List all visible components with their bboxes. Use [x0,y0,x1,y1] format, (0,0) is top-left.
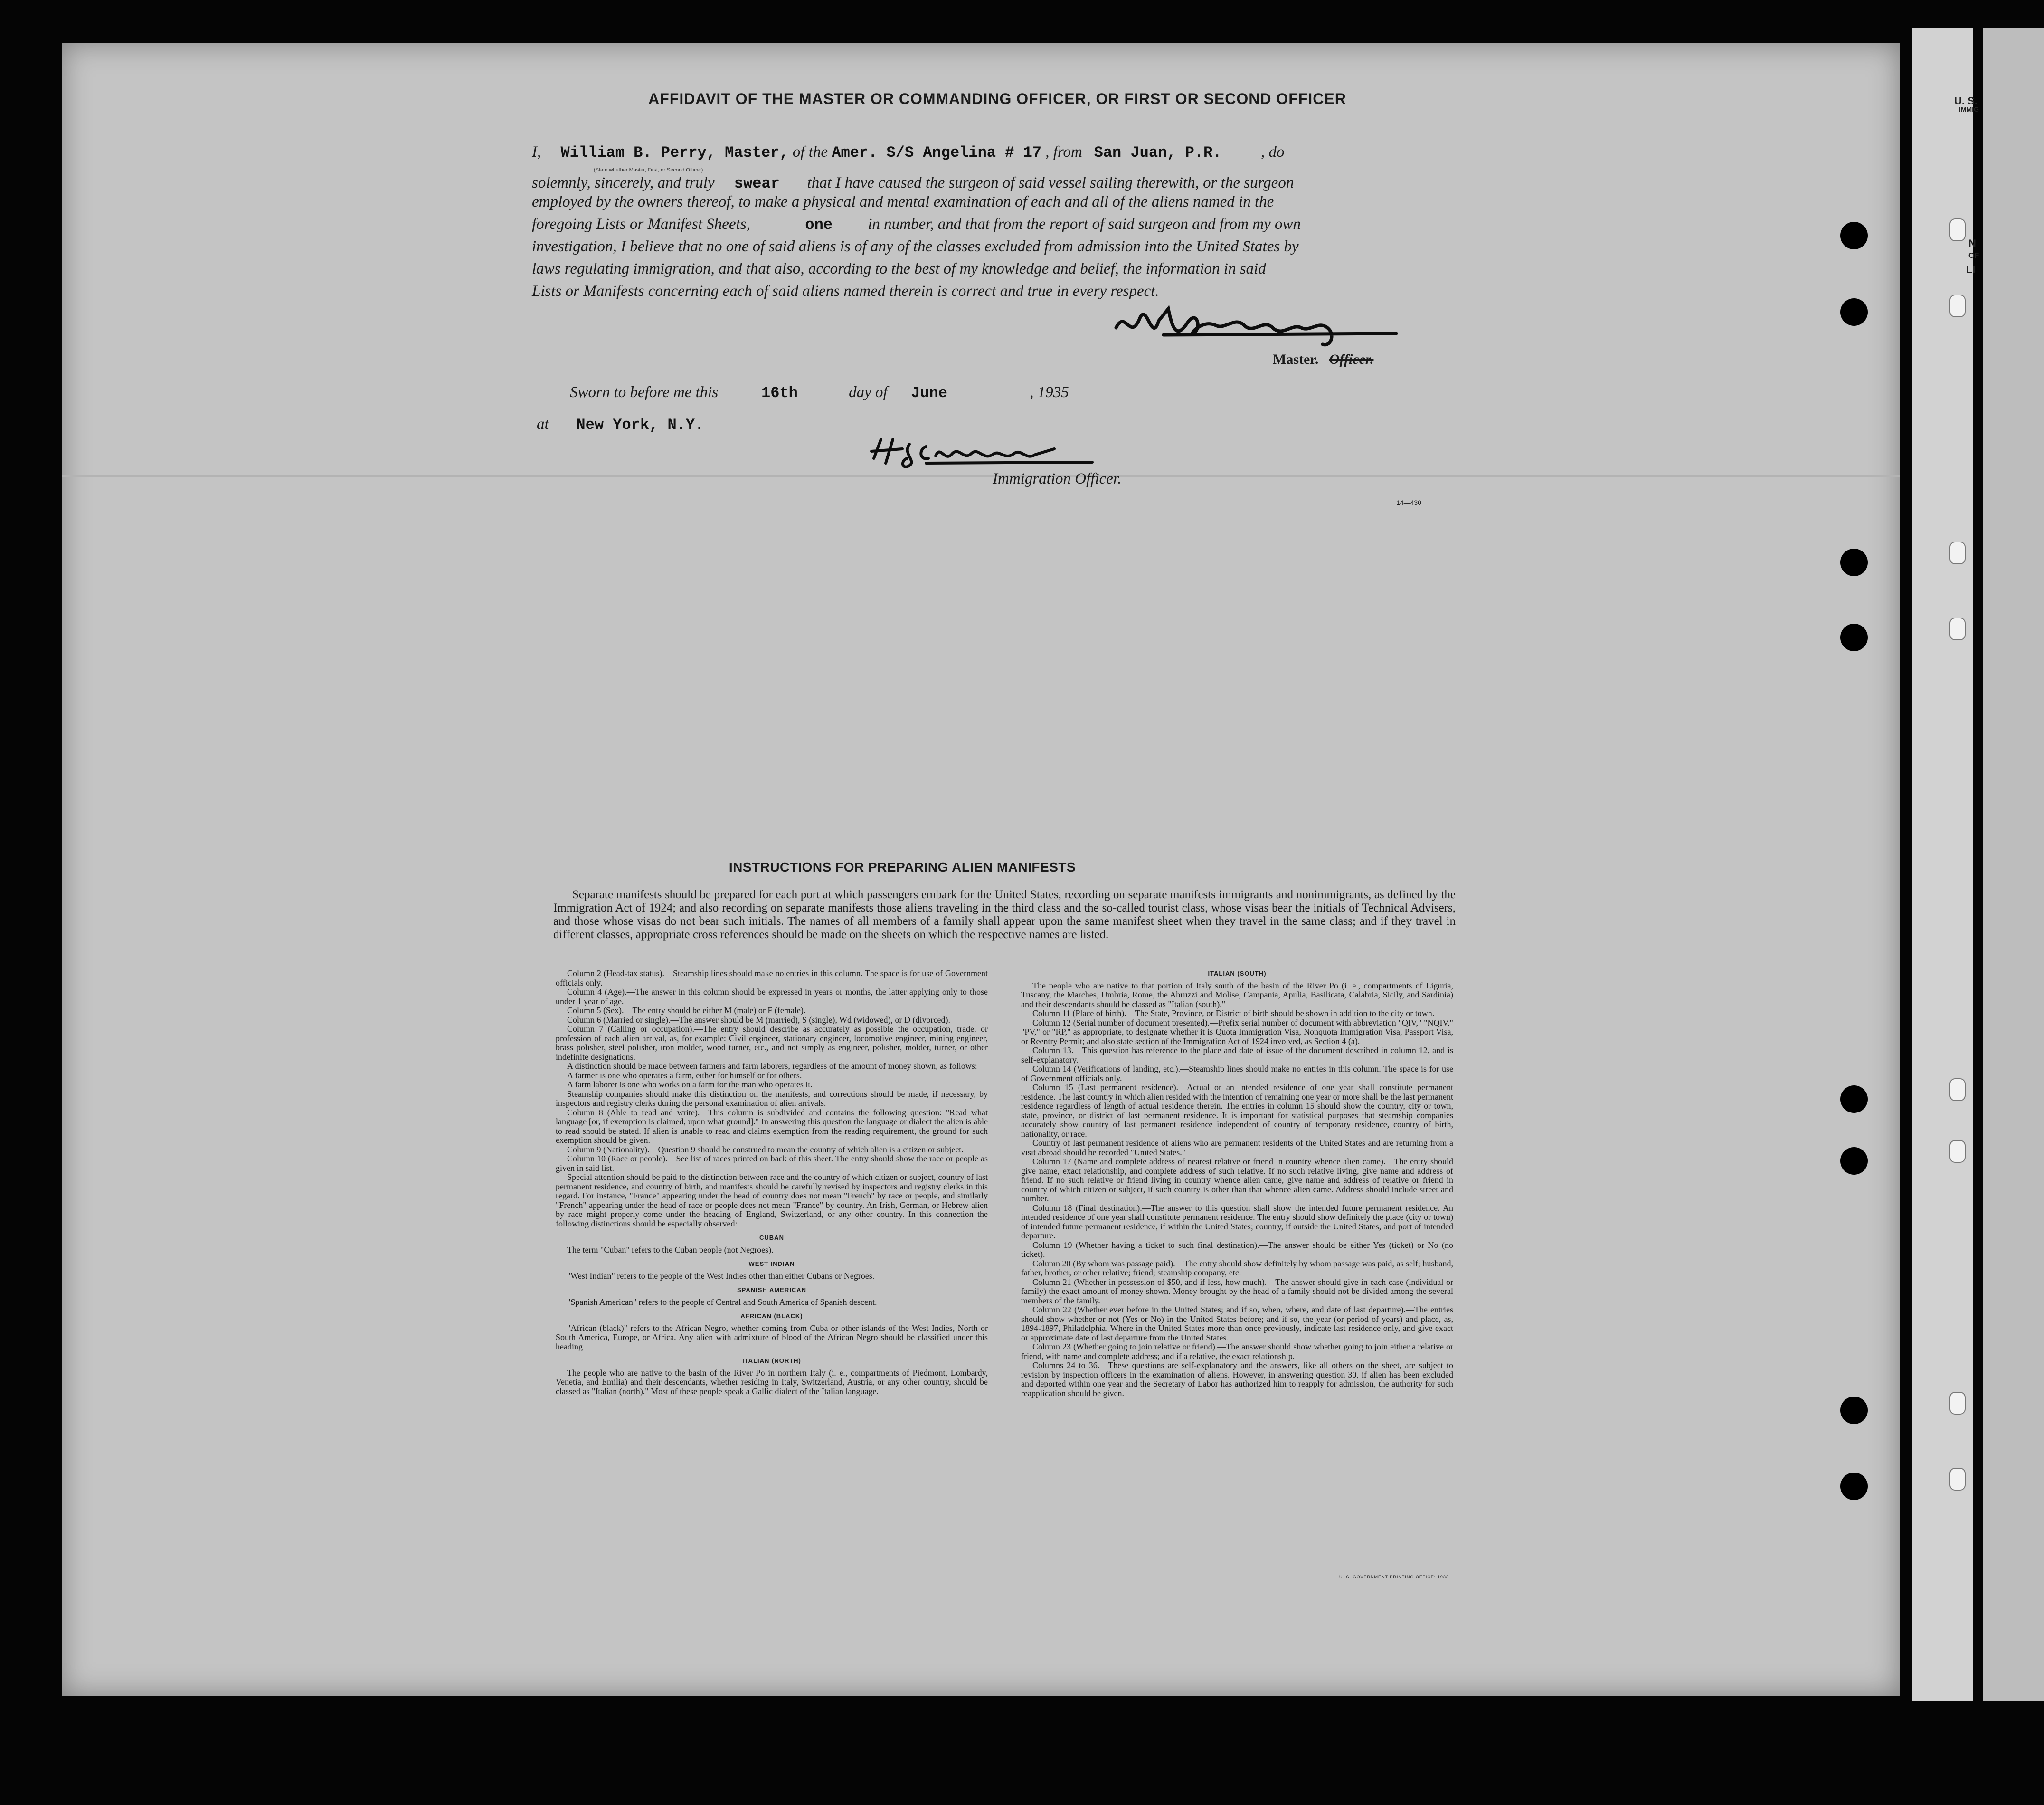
section-heading: ITALIAN (NORTH) [742,1357,801,1364]
sworn-place: New York, N.Y. [576,416,704,434]
punch-hole [1840,549,1868,576]
sheet-count: one [805,216,833,234]
paragraph: Column 22 (Whether ever before in the United States; and if so, when, where, and date of last departure).—The entries should show whether or not (Yes or No) in the United States before; and if so, the year (or period of years) and place, as, 1894-1897, Philadelphia. Where in the United States more than once previously, indicate last residence only, and give exact or approximate date of last departure from the United States. [1021,1305,1453,1342]
paragraph: Column 10 (Race or people).—See list of races printed on back of this sheet. The entry should show the race or people as given in said list. [556,1154,988,1173]
text: Sworn to before me this [570,384,719,401]
master-signature [1107,299,1410,352]
sworn-place-line [537,416,704,434]
immigration-officer-label: Immigration Officer. [993,470,1122,487]
paragraph: Column 15 (Last permanent residence).—Actual or an intended residence of one year shall constitute permanent residence. The last country in which alien resided with the intention of remaining one year or more shall be the last permanent residence regardless of length of actual residence therein. The entries in column 15 should show the country, city or town, state, province, or district of last permanent residence. It is important for statistical purposes that steamship companies accurately show country of last permanent residence independent of country of temporary residence, country of birth, nationality, or race. [1021,1083,1453,1139]
paragraph: The people who are native to the basin of the River Po in northern Italy (i. e., compartments of Piedmont, Lombardy, Venetia, and Emilia) and their descendants, whether residing in Italy, Switzerland, Austria, or any other country, should be classed as "Italian (north)." Most of these people speak a Gallic dialect of the Italian language. [556,1368,988,1396]
paragraph: Column 13.—This question has reference to the place and date of issue of the document described in column 12, and is self-explanatory. [1021,1045,1453,1064]
adjacent-page-edge [1912,28,1973,1700]
paragraph: Country of last permanent residence of aliens who are permanent residents of the United States and are returning from a visit abroad should be recorded "United States." [1021,1138,1453,1157]
sworn-year: , 1935 [1030,384,1069,401]
punch-hole [1840,222,1868,249]
binder-tab [1949,294,1966,317]
paragraph: Column 11 (Place of birth).—The State, Province, or District of birth should be shown in addition to the city or town. [1032,1008,1435,1018]
paragraph: A distinction should be made between farmers and farm laborers, regardless of the amount of money shown, as follows: [567,1061,977,1071]
edge-text-us: U. S. [1954,95,1978,107]
punch-hole [1840,1147,1868,1175]
paragraph: Column 19 (Whether having a ticket to such final destination).—The answer should be either Yes (ticket) or No (no ticket). [1021,1240,1453,1259]
edge-text-immig: IMMIG [1959,105,1979,113]
punch-hole [1840,624,1868,651]
paragraph: Columns 24 to 36.—These questions are self-explanatory and the answers, like all others on the sheet, are subject to revision by inspection officers in the examination of aliens. However, in answering question 30, if alien has been excluded and deported within one year and the Secretary of Labor has authorized him to reapply for admission, the authority for such reapplication should be given. [1021,1360,1453,1398]
paragraph: Column 17 (Name and complete address of nearest relative or friend in country whence alien came).—The entry should give name, exact relationship, and complete address of such relative. If no such relative living, give name and address of friend. If no such relative or friend living in country whence alien came, give name and address of relative or friend in country of which citizen or subject, if such country is other than that whence alien came. Address should include street and number. [1021,1157,1453,1203]
text: , from [1045,143,1082,161]
oath-type: swear [734,175,780,192]
master-label: Master. [1273,352,1319,367]
edge-text-n: N [1968,238,1976,249]
punch-hole [1840,298,1868,326]
paragraph: Column 21 (Whether in possession of $50, and if less, how much).—The answer should give in each case (individual or family) the exact amount of money shown. Money brought by the head of a family should not be divided among the several members of the family. [1021,1277,1453,1305]
paragraph: The people who are native to that portion of Italy south of the basin of the River Po (i. e., compartments of Liguria, Tuscany, the Marches, Umbria, Rome, the Abruzzi and Molise, Campania, Apulia, Basilicata, Calabria, Sicily, and Sardinia) and their descendants should be classed as "Italian (south)." [1021,980,1453,1009]
paragraph: A farmer is one who operates a farm, either for himself or for others. [567,1070,802,1080]
binder-tab [1949,1078,1966,1101]
section-heading: ITALIAN (SOUTH) [1208,970,1267,977]
instructions-left-column [556,969,988,1396]
paragraph: Column 23 (Whether going to join relative or friend).—The answer should show whether going to join either a relative or friend, with name and complete address; and if a relative, the exact relationship. [1021,1342,1453,1361]
printing-office-imprint: U. S. GOVERNMENT PRINTING OFFICE: 1933 [1339,1575,1449,1579]
paragraph: The term "Cuban" refers to the Cuban people (not Negroes). [567,1244,774,1254]
text: that I have caused the surgeon of said vessel sailing therewith, or the surgeon [807,174,1294,191]
master-name: William B. Perry, Master, [560,144,789,162]
paragraph: A farm laborer is one who works on a farm for the man who operates it. [567,1080,813,1089]
paragraph: Special attention should be paid to the distinction between race and the country of which citizen or subject, country of last permanent residence, and country of birth, and manifests should be carefully revised by inspectors and registry clerks in this regard. For instance, "France" appearing under the head of country does not mean "French" by race or people, and similarly "French" appearing under the head of race or people does not mean "France" by country. An Irish, German, or Hebrew alien by race might properly come under the heading of England, Switzerland, or any other country. In this connection the following distinctions should be especially observed: [556,1172,988,1228]
paragraph: Column 12 (Serial number of document presented).—Prefix serial number of document with abbreviation "QIV," "NQIV," "PV," or "RP," as appropriate, to designate whether it is Quota Immigration Visa, Nonquota Immigration Visa, Passport Visa, or Reentry Permit; and also state section of the Immigration Act of 1924 involved, as Section 4 (a). [1021,1017,1453,1046]
edge-text-li: LI [1966,264,1976,276]
text: , do [1260,143,1285,161]
departure-port: San Juan, P.R. [1094,144,1222,162]
binder-tab [1949,618,1966,640]
affidavit-line-3: employed by the owners thereof, to make a physical and mental examination of each and all of the aliens named in the [532,193,1274,210]
fold-line [62,475,1900,477]
affidavit-line-4 [532,212,1444,237]
master-signature-label [1273,352,1373,368]
affidavit-line-7: Lists or Manifests concerning each of said aliens named therein is correct and true in every respect. [532,283,1159,300]
paragraph: Column 9 (Nationality).—Question 9 should be construed to mean the country of which alien is a citizen or subject. [567,1144,964,1154]
affidavit-line-1 [532,140,1444,165]
binder-tab [1949,542,1966,564]
officer-rank-note: (State whether Master, First, or Second Officer) [594,167,703,173]
paragraph: Column 6 (Married or single).—The answer should be M (married), S (single), Wd (widowed), or D (divorced). [567,1015,950,1025]
binder-tab [1949,218,1966,241]
text: I, [532,143,541,161]
affidavit-line-5: investigation, I believe that no one of said aliens is of any of the classes excluded from admission into the United States by [532,238,1299,255]
form-number: 14—430 [1396,499,1421,506]
binder-tab [1949,1468,1966,1491]
section-heading: CUBAN [759,1234,784,1241]
paragraph: Column 14 (Verifications of landing, etc.).—Steamship lines should make no entries in this column. The space is for use of Government officials only. [1021,1064,1453,1083]
text: at [537,416,549,433]
edge-text-of: OF [1968,252,1979,260]
paragraph: Steamship companies should make this distinction on the manifests, and corrections should be made, if necessary, by inspectors and registry clerks during the personal examination of alien arrivals. [556,1089,988,1108]
instructions-title: INSTRUCTIONS FOR PREPARING ALIEN MANIFESTS [729,860,1076,874]
text: day of [849,384,888,401]
paragraph: Column 18 (Final destination).—The answer to this question shall show the intended future permanent residence. An intended residence of one year shall constitute permanent residence. The entry should show definitely the place (city or town) of intended future permanent residence, if within the United States; country, if outside the United States, and port of intended departure. [1021,1203,1453,1240]
paragraph: Column 20 (By whom was passage paid).—The entry should show definitely by whom passage was paid, as self; husband, father, brother, or other relative; friend; steamship company, etc. [1021,1258,1453,1277]
instructions-right-column [1021,964,1453,1398]
sworn-day: 16th [761,384,798,402]
punch-hole [1840,1085,1868,1113]
punch-hole [1840,1396,1868,1424]
paragraph: Column 8 (Able to read and write).—This column is subdivided and contains the following question: "Read what language [or, if exemption is claimed, upon what ground]." In answering this question the language or dialect the alien is able to read should be stated. If alien is unable to read and claims exemption from the reading requirement, the ground for such exemption should be given. [556,1107,988,1145]
section-heading: AFRICAN (BLACK) [740,1312,803,1320]
paragraph: "West Indian" refers to the people of the West Indies other than either Cubans or Negroes. [567,1271,875,1281]
text: foregoing Lists or Manifest Sheets, [532,216,750,233]
adjacent-page-edge-2 [1983,28,2044,1700]
text: of the [792,143,828,161]
text: in number, and that from the report of said surgeon and from my own [868,216,1301,233]
paragraph: Column 5 (Sex).—The entry should be either M (male) or F (female). [567,1006,806,1015]
section-heading: WEST INDIAN [748,1260,795,1267]
paragraph: Column 7 (Calling or occupation).—The entry should describe as accurately as possible the occupation, trade, or profession of each alien arrival, as, for example: Civil engineer, stationary engineer, locomotive engineer, mining engineer, brass polisher, steel polisher, iron molder, wood turner, etc., and not simply as engineer, polisher, molder, turner, or other indefinite designations. [556,1024,988,1062]
affidavit-line-6: laws regulating immigration, and that also, according to the best of my knowledge and belief, the information in said [532,260,1266,277]
text: solemnly, sincerely, and truly [532,174,715,191]
paragraph: Column 4 (Age).—The answer in this column should be expressed in years or months, the latter applying only to those under 1 year of age. [556,987,988,1006]
affidavit-title: AFFIDAVIT OF THE MASTER OR COMMANDING OFFICER, OR FIRST OR SECOND OFFICER [648,90,1346,107]
sworn-month: June [911,384,947,402]
paragraph: "Spanish American" refers to the people of Central and South America of Spanish descent. [567,1297,877,1307]
immigration-officer-signature [864,435,1111,473]
vessel-name: Amer. S/S Angelina # 17 [832,144,1041,162]
punch-hole [1840,1472,1868,1500]
officer-label-struck: Officer. [1329,352,1374,367]
section-heading: SPANISH AMERICAN [737,1286,806,1293]
paragraph: Column 2 (Head-tax status).—Steamship lines should make no entries in this column. The space is for use of Government officials only. [556,969,988,988]
paragraph: "African (black)" refers to the African Negro, whether coming from Cuba or other islands of the West Indies, North or South America, Europe, or Africa. Any alien with admixture of blood of the African Negro should be classified under this heading. [556,1323,988,1351]
binder-tab [1949,1392,1966,1415]
instructions-intro: Separate manifests should be prepared for each port at which passengers embark for the United States, recording on separate manifests immigrants and nonimmigrants, as defined by the Immigration Act of 1924; and also recording on separate manifests those aliens traveling in the third class and the so-called tourist class, whose visas bear the initials of Technical Advisers, and those whose visas do not bear such initials. The names of all members of a family shall appear upon the same manifest sheet when they travel in the same class; and if they travel in different classes, appropriate cross references should be made on the sheets on which the respective names are listed. [553,888,1456,941]
sworn-line [570,384,1069,402]
binder-tab [1949,1140,1966,1163]
